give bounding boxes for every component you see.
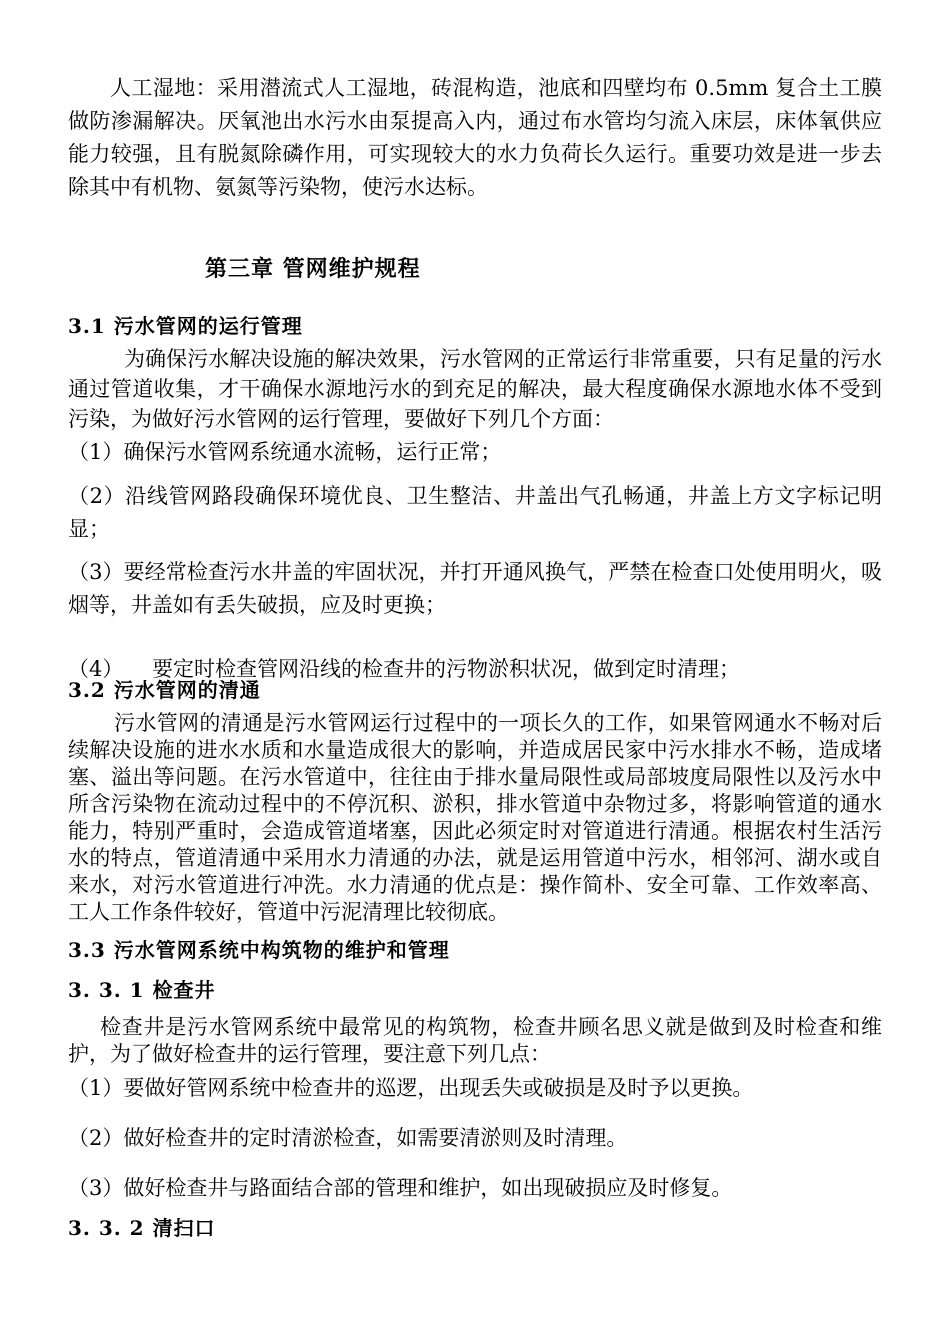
list-item: （3）做好检查井与路面结合部的管理和维护，如出现破损应及时修复。 (68, 1176, 733, 1200)
section-3-2-paragraph: 污水管网的清通是污水管网运行过程中的一项长久的工作，如果管网通水不畅对后续解决设施的进水水质和水量造成很大的影响，并造成居民家中污水排水不畅，造成堵塞、溢出等问题。在污水管道中，往往由于排水量局限性或局部坡度局限性以及污水中所含污染物在流动过程中的不停沉积、淤积，排水管道中杂物过多，将影响管道的通水能力，特别严重时，会造成管道堵塞，因此必须定时对管道进行清通。根据农村生活污水的特点，管道清通中采用水力清通的办法，就是运用管道中污水，相邻河、湖水或自来水，对污水管道进行冲洗。水力清通的优点是：操作简朴、安全可靠、工作效率高、工人工作条件较好，管道中污泥清理比较彻底。 (68, 711, 882, 924)
list-item: （2）沿线管网路段确保环境优良、卫生整洁、井盖出气孔畅通，井盖上方文字标记明显； (68, 484, 882, 541)
intro-paragraph: 人工湿地：采用潜流式人工湿地，砖混构造，池底和四壁均布 0.5mm 复合土工膜做防渗漏解决。厌氧池出水污水由泵提高入内，通过布水管均匀流入床层，床体氧供应能力较强，且有脱氮除磷作用，可实现较大的水力负荷长久运行。重要功效是进一步去除其中有机物、氨氮等污染物，使污水达标。 (68, 76, 882, 199)
section-3-2-heading: 3.2 污水管网的清通 (68, 678, 261, 702)
list-item: （1）要做好管网系统中检查井的巡逻，出现丢失或破损是及时予以更换。 (68, 1076, 754, 1100)
section-3-3-1-paragraph: 检查井是污水管网系统中最常见的构筑物，检查井顾名思义就是做到及时检查和维护，为了做好检查井的运行管理，要注意下列几点： (68, 1015, 882, 1066)
section-3-3-heading: 3.3 污水管网系统中构筑物的维护和管理 (68, 938, 450, 962)
list-item: （3）要经常检查污水井盖的牢固状况，并打开通风换气，严禁在检查口处使用明火，吸烟等，井盖如有丢失破损，应及时更换； (68, 560, 882, 617)
chapter-title: 第三章 管网维护规程 (205, 256, 421, 282)
section-3-1-heading: 3.1 污水管网的运行管理 (68, 314, 303, 338)
section-3-3-2-heading: 3. 3. 2 清扫口 (68, 1216, 216, 1240)
section-3-3-1-heading: 3. 3. 1 检查井 (68, 978, 216, 1002)
list-item-number: （4） (68, 657, 124, 681)
list-item: （2）做好检查井的定时清淤检查，如需要清淤则及时清理。 (68, 1126, 628, 1150)
list-item-text: 要定时检查管网沿线的检查井的污物淤积状况，做到定时清理； (152, 657, 740, 681)
section-3-1-paragraph: 为确保污水解决设施的解决效果，污水管网的正常运行非常重要，只有足量的污水通过管道收集，才干确保水源地污水的到充足的解决，最大程度确保水源地水体不受到污染，为做好污水管网的运行管理，要做好下列几个方面： (68, 347, 882, 431)
list-item: （1）确保污水管网系统通水流畅，运行正常； (68, 440, 502, 464)
